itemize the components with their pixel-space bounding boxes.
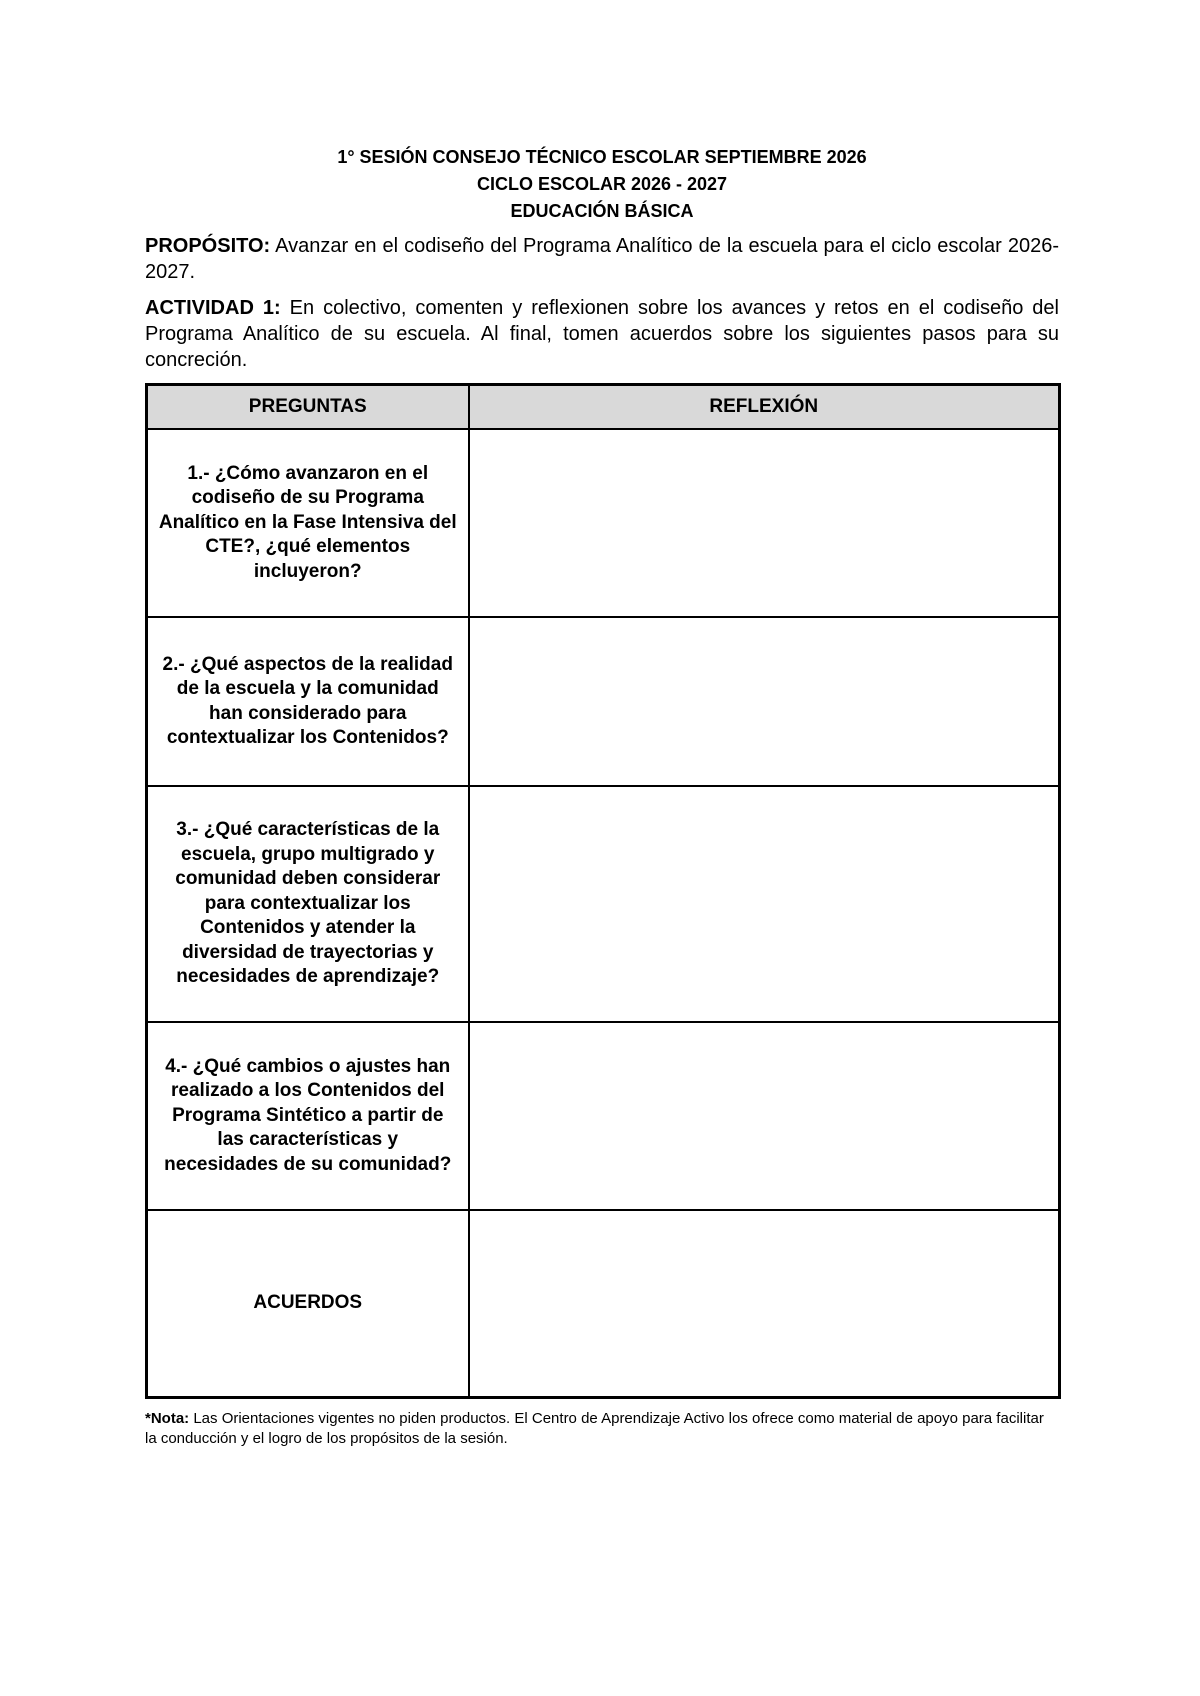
header-education-level: EDUCACIÓN BÁSICA (510, 201, 694, 221)
reflection-table (145, 383, 1061, 1399)
agreements-answer-cell[interactable] (469, 1210, 1060, 1397)
header-reflection: REFLEXIÓN (469, 385, 1060, 430)
reflection-answer-cell[interactable] (469, 1022, 1060, 1210)
header-school-cycle: CICLO ESCOLAR 2026 - 2027 (476, 174, 728, 194)
activity-label: ACTIVIDAD 1: (145, 297, 281, 319)
purpose-text: Avanzar en el codiseño del Programa Analítico de la escuela para el ciclo escolar 2026-2027. (145, 235, 1059, 283)
table-row (147, 429, 1060, 617)
question-cell: 1.- ¿Cómo avanzaron en el codiseño de su Programa Analítico en la Fase Intensiva del CTE?, ¿qué elementos incluyeron? (147, 429, 469, 617)
document-page (145, 144, 1059, 1449)
table-row (147, 786, 1060, 1022)
header-session-title: 1° SESIÓN CONSEJO TÉCNICO ESCOLAR SEPTIEMBRE 2026 (337, 147, 867, 167)
activity-text: En colectivo, comenten y reflexionen sobre los avances y retos en el codiseño del Programa Analítico de su escuela. Al final, tomen acuerdos sobre los siguientes pasos para su concreción. (145, 297, 1059, 371)
purpose-paragraph (145, 233, 1059, 285)
footnote (145, 1409, 1059, 1449)
table-row (147, 617, 1060, 786)
reflection-answer-cell[interactable] (469, 786, 1060, 1022)
activity-paragraph (145, 295, 1059, 373)
reflection-answer-cell[interactable] (469, 617, 1060, 786)
header-questions: PREGUNTAS (147, 385, 469, 430)
question-cell: 3.- ¿Qué características de la escuela, grupo multigrado y comunidad deben considerar para contextualizar los Contenidos y atender la diversidad de trayectorias y necesidades de aprendizaje? (147, 786, 469, 1022)
document-header (145, 144, 1059, 225)
footnote-label: *Nota: (145, 1409, 190, 1427)
question-cell: 4.- ¿Qué cambios o ajustes han realizado a los Contenidos del Programa Sintético a partir de las características y necesidades de su comunidad? (147, 1022, 469, 1210)
table-header-row (147, 385, 1060, 430)
agreements-label-cell: ACUERDOS (147, 1210, 469, 1397)
footnote-text: Las Orientaciones vigentes no piden productos. El Centro de Aprendizaje Activo los ofrece como material de apoyo para facilitar la conducción y el logro de los propósitos de la sesión. (145, 1409, 1044, 1447)
purpose-label: PROPÓSITO: (145, 235, 271, 257)
reflection-answer-cell[interactable] (469, 429, 1060, 617)
question-cell: 2.- ¿Qué aspectos de la realidad de la escuela y la comunidad han considerado para contextualizar los Contenidos? (147, 617, 469, 786)
table-row (147, 1022, 1060, 1210)
table-row-agreements (147, 1210, 1060, 1397)
